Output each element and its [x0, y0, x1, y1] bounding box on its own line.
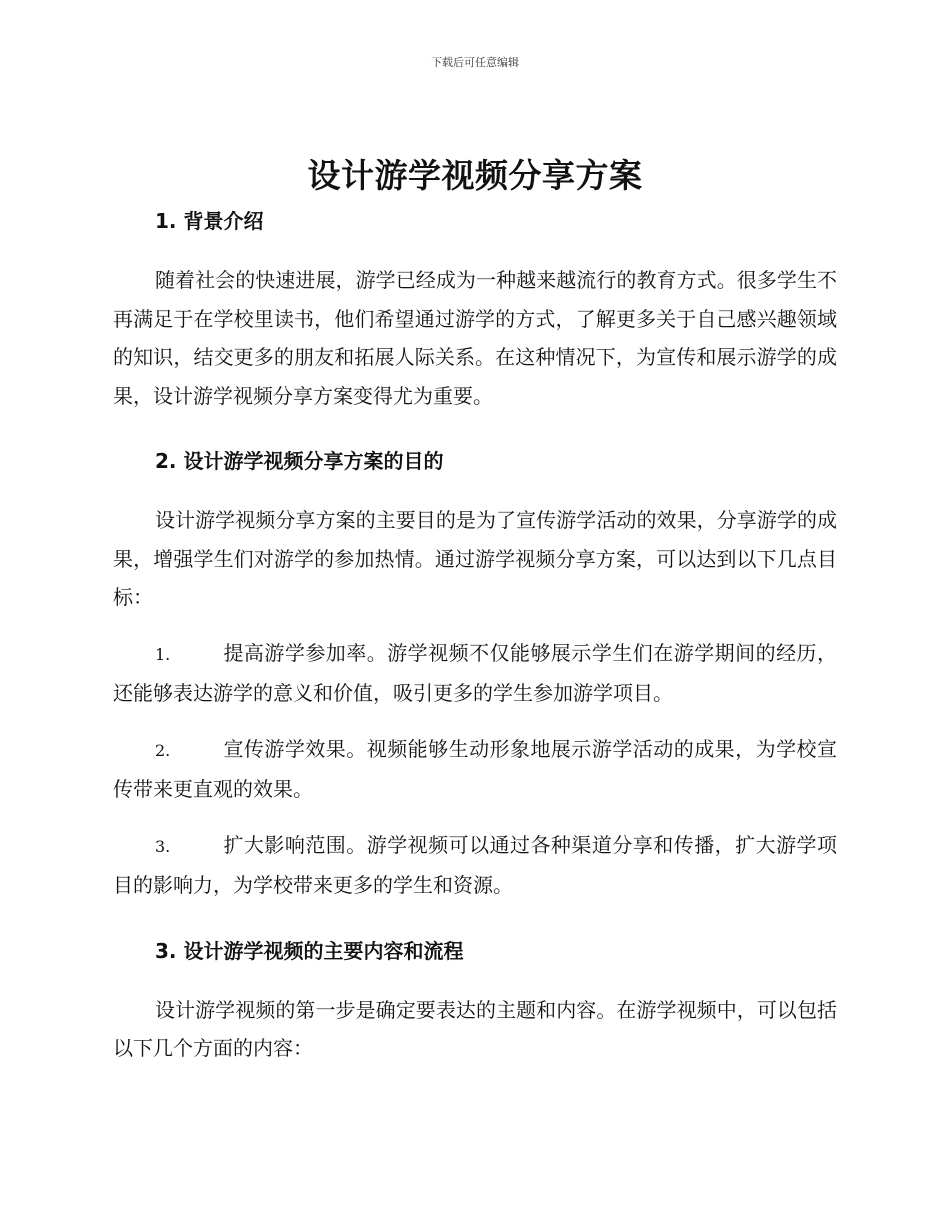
document-title: 设计游学视频分享方案 — [307, 156, 643, 195]
section-heading-background: 1. 背景介绍 — [155, 209, 264, 233]
list-item-number: 3. — [155, 836, 171, 856]
paragraph-content-flow: 设计游学视频的第一步是确定要表达的主题和内容。在游学视频中，可以包括以下几个方面的内容： — [113, 997, 837, 1060]
list-item — [113, 634, 837, 713]
section-heading-content-flow: 3. 设计游学视频的主要内容和流程 — [155, 938, 464, 963]
list-item-number: 2. — [155, 740, 171, 760]
paragraph-background: 随着社会的快速进展，游学已经成为一种越来越流行的教育方式。很多学生不再满足于在学校里读书，他们希望通过游学的方式，了解更多关于自己感兴趣领域的知识，结交更多的朋友和拓展人际关系。在这种情况下，为宣传和展示游学的成果，设计游学视频分享方案变得尤为重要。 — [113, 268, 837, 408]
list-item — [113, 826, 837, 905]
paragraph-purpose: 设计游学视频分享方案的主要目的是为了宣传游学活动的效果，分享游学的成果，增强学生们对游学的参加热情。通过游学视频分享方案，可以达到以下几点目标： — [113, 508, 837, 609]
list-item-text: 提高游学参加率。游学视频不仅能够展示学生们在游学期间的经历，还能够表达游学的意义和价值，吸引更多的学生参加游学项目。 — [113, 640, 837, 705]
header-note: 下载后可任意编辑 — [431, 56, 519, 69]
document-body — [113, 205, 837, 1068]
section-heading-purpose: 2. 设计游学视频分享方案的目的 — [155, 449, 444, 473]
list-item-text: 宣传游学效果。视频能够生动形象地展示游学活动的成果，为学校宣传带来更直观的效果。 — [113, 736, 837, 801]
list-item-number: 1. — [155, 644, 171, 664]
list-item-text: 扩大影响范围。游学视频可以通过各种渠道分享和传播，扩大游学项目的影响力，为学校带来更多的学生和资源。 — [113, 832, 837, 897]
list-item — [113, 730, 837, 809]
